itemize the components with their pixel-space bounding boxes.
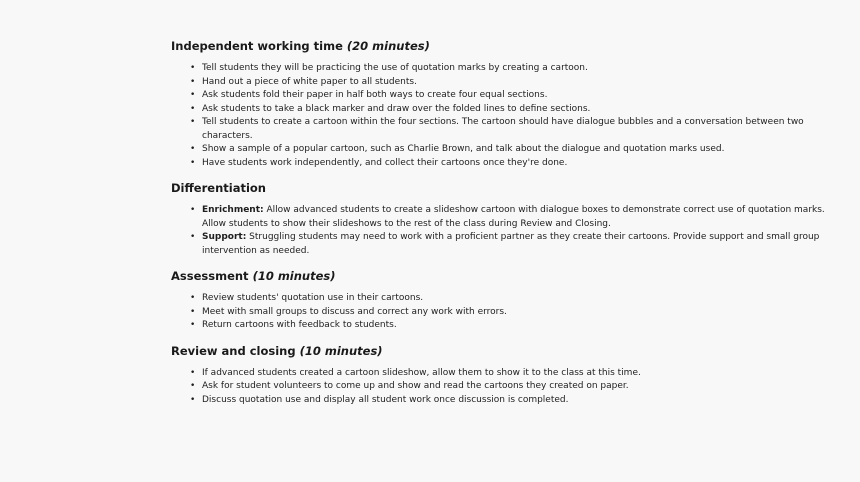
lesson-document bbox=[171, 38, 831, 416]
section-review-and-closing bbox=[171, 343, 831, 408]
list-item bbox=[190, 76, 831, 90]
bullet-icon: • bbox=[190, 232, 196, 242]
list-item bbox=[190, 157, 831, 171]
section-assessment bbox=[171, 268, 831, 333]
bullet-icon: • bbox=[190, 306, 196, 317]
bullet-icon: • bbox=[190, 117, 196, 127]
section-duration: (20 minutes) bbox=[346, 39, 430, 53]
bullet-icon: • bbox=[190, 205, 196, 215]
section-heading bbox=[171, 38, 831, 54]
section-heading bbox=[171, 343, 831, 359]
list-item-text: Tell students they will be practicing the use of quotation marks by creating a cartoon. bbox=[202, 63, 588, 73]
section-title: Review and closing bbox=[171, 343, 296, 358]
section-heading bbox=[171, 268, 831, 284]
list-item bbox=[190, 62, 831, 76]
bullet-list bbox=[171, 204, 831, 258]
list-item-text: Hand out a piece of white paper to all students. bbox=[202, 76, 417, 87]
bullet-icon: • bbox=[190, 90, 196, 100]
section-duration: (10 minutes) bbox=[299, 343, 383, 358]
bullet-icon: • bbox=[190, 103, 196, 114]
list-item bbox=[190, 306, 831, 320]
bullet-icon: • bbox=[190, 367, 196, 378]
bullet-icon: • bbox=[190, 144, 196, 154]
section-independent-working-time bbox=[171, 38, 831, 170]
list-item-term: Enrichment: bbox=[202, 205, 264, 215]
list-item-text: Meet with small groups to discuss and correct any work with errors. bbox=[202, 306, 507, 317]
list-item bbox=[190, 380, 831, 394]
bullet-icon: • bbox=[190, 76, 196, 87]
list-item-text: Have students work independently, and collect their cartoons once they're done. bbox=[202, 157, 568, 168]
list-item-text: Show a sample of a popular cartoon, such as Charlie Brown, and talk about the dialogue and quotation marks used. bbox=[202, 144, 725, 154]
bullet-icon: • bbox=[190, 157, 196, 168]
list-item-text: If advanced students created a cartoon slideshow, allow them to show it to the class at this time. bbox=[202, 367, 641, 378]
bullet-list bbox=[171, 292, 831, 333]
list-item bbox=[190, 89, 831, 103]
section-differentiation bbox=[171, 180, 831, 258]
list-item-text: Allow advanced students to create a slideshow cartoon with dialogue boxes to demonstrate correct use of quotation marks. Allow students to show their slideshows to the rest of the class during Review and Closing. bbox=[202, 205, 825, 229]
list-item-text: Review students' quotation use in their cartoons. bbox=[202, 293, 424, 303]
list-item-text: Tell students to create a cartoon within the four sections. The cartoon should have dialogue bubbles and a conversation between two characters. bbox=[202, 117, 804, 141]
bullet-icon: • bbox=[190, 63, 196, 73]
list-item-term: Support: bbox=[202, 232, 247, 242]
list-item-text: Discuss quotation use and display all student work once discussion is completed. bbox=[202, 394, 569, 405]
bullet-icon: • bbox=[190, 320, 196, 330]
list-item bbox=[190, 292, 831, 306]
section-heading bbox=[171, 180, 831, 196]
list-item bbox=[190, 394, 831, 408]
section-title: Independent working time bbox=[171, 39, 343, 53]
bullet-list bbox=[171, 62, 831, 170]
section-duration: (10 minutes) bbox=[252, 269, 336, 283]
section-title: Differentiation bbox=[171, 181, 266, 195]
list-item bbox=[190, 231, 831, 258]
bullet-icon: • bbox=[190, 394, 196, 405]
list-item bbox=[190, 204, 831, 231]
list-item bbox=[190, 143, 831, 157]
bullet-icon: • bbox=[190, 381, 196, 391]
list-item bbox=[190, 103, 831, 117]
list-item bbox=[190, 367, 831, 381]
list-item-text: Struggling students may need to work with a proficient partner as they create their cartoons. Provide support and small group intervention as needed. bbox=[202, 232, 820, 256]
section-title: Assessment bbox=[171, 269, 249, 283]
list-item-text: Return cartoons with feedback to students. bbox=[202, 320, 397, 330]
bullet-list bbox=[171, 367, 831, 408]
list-item-text: Ask for student volunteers to come up and show and read the cartoons they created on paper. bbox=[202, 381, 629, 391]
list-item bbox=[190, 319, 831, 333]
list-item-text: Ask students to take a black marker and draw over the folded lines to define sections. bbox=[202, 103, 591, 114]
list-item bbox=[190, 116, 831, 143]
list-item-text: Ask students fold their paper in half both ways to create four equal sections. bbox=[202, 90, 548, 100]
bullet-icon: • bbox=[190, 293, 196, 303]
